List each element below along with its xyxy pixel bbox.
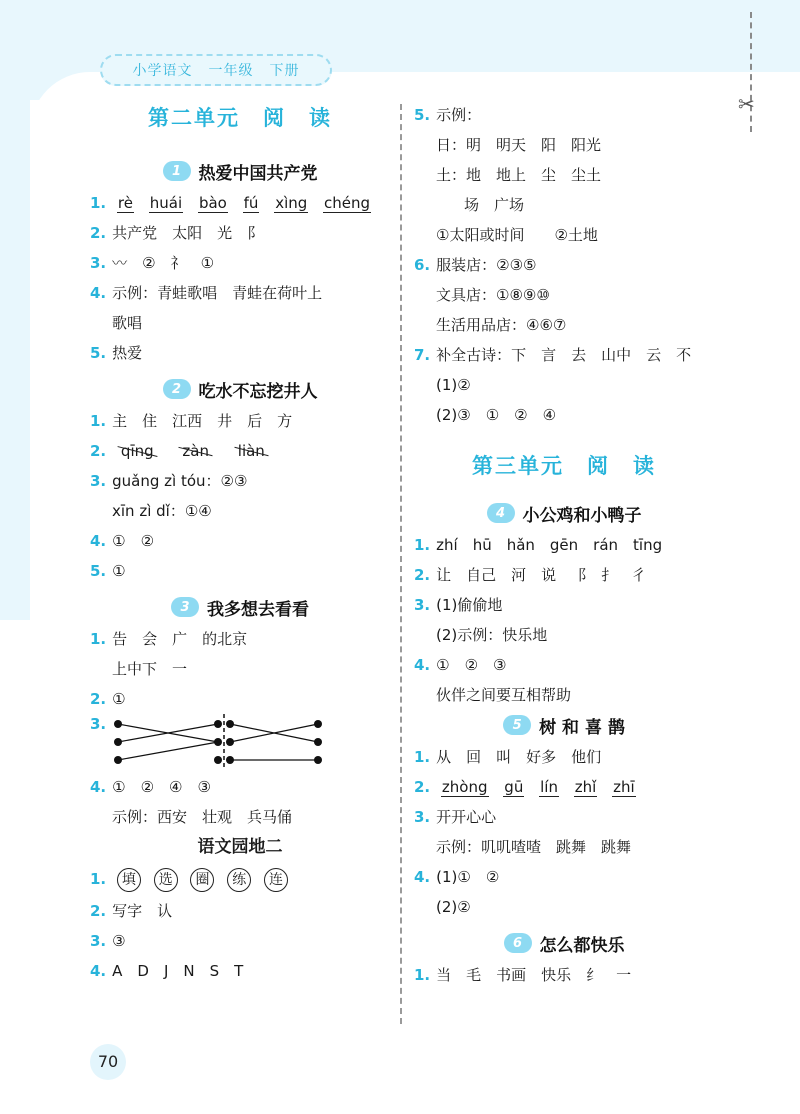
answer-line: 上中下 一	[112, 660, 188, 678]
lesson-header	[90, 374, 390, 404]
answer-line: 4. ① ②	[90, 532, 155, 550]
answer-line: xīn zì dǐ：①④	[112, 502, 212, 520]
left-column	[90, 100, 390, 986]
answer-line: 1. 主 住 江西 井 后 方	[90, 412, 293, 430]
answer-line: 4. ① ② ③	[414, 656, 507, 674]
lesson-number-badge: 5	[503, 715, 531, 735]
lesson-header	[414, 928, 714, 958]
header-subject: 小学语文	[132, 63, 193, 79]
lesson-title: 树 和 喜 鹊	[539, 717, 625, 738]
lesson-header	[414, 710, 714, 740]
side-background	[0, 0, 30, 620]
unit-title: 第二单元 阅 读	[148, 106, 332, 130]
lesson-number-badge: 2	[163, 379, 191, 399]
answer-line: (2)③ ① ② ④	[436, 406, 557, 424]
answer-line: 3. 开开心心	[414, 808, 497, 826]
answer-line: 1. 从 回 叫 好多 他们	[414, 748, 602, 766]
answer-line: 3. (1)偷偷地	[414, 596, 503, 614]
answer-line: 6. 服装店：②③⑤	[414, 256, 537, 274]
right-column	[414, 100, 714, 990]
answer-line: 4. 示例：青蛙歌唱 青蛙在荷叶上	[90, 284, 323, 302]
scissors-icon: ✂	[738, 92, 755, 116]
header-label	[100, 54, 332, 86]
answer-line: 2. ①	[90, 690, 126, 708]
match-line	[118, 742, 218, 760]
lesson-number-badge: 1	[163, 161, 191, 181]
answer-line: 1. zhí hū hǎn gēn rán tīng	[414, 536, 663, 554]
answer-line: (1)②	[436, 376, 471, 394]
answer-line: (2)②	[436, 898, 471, 916]
answer-line: 2. zhòng gū lín zhǐ zhī	[414, 778, 635, 796]
answer-line: 5. 热爱	[90, 344, 143, 362]
page-number: 70	[90, 1044, 126, 1080]
answer-line: 3. ③	[90, 932, 126, 950]
lesson-title: 我多想去看看	[207, 599, 309, 620]
section-title: 语文园地二	[197, 837, 283, 857]
lesson-number-badge: 3	[171, 597, 199, 617]
header-term: 下册	[269, 63, 300, 79]
answer-line: 5. ①	[90, 562, 126, 580]
answer-line: 1. rè huái bào fú xìng chéng	[90, 194, 371, 212]
lesson-title: 怎么都快乐	[539, 935, 625, 956]
lesson-number-badge: 4	[487, 503, 515, 523]
answer-line: 7. 补全古诗：下 言 去 山中 云 不	[414, 346, 692, 364]
answer-line: 土：地 地上 尘 尘土	[436, 166, 602, 184]
match-dot	[214, 756, 222, 764]
answer-line: 3. guǎng zì tóu：②③	[90, 472, 248, 490]
answer-line: 示例：叽叽喳喳 跳舞 跳舞	[436, 838, 632, 856]
answer-line: 4. A D J N S T	[90, 962, 244, 980]
answer-line: 1. 当 毛 书画 快乐 纟 一	[414, 966, 632, 984]
lesson-number-badge: 6	[504, 933, 532, 953]
lesson-title: 吃水不忘挖井人	[198, 381, 318, 402]
answer-line: 5. 示例：	[414, 106, 482, 124]
answer-line: 2. qīng zàn liàn	[90, 436, 390, 466]
header-grade: 一年级	[208, 63, 254, 79]
answer-line: 1. 填 选 圈 练 连	[90, 862, 390, 896]
answer-line: 生活用品店：④⑥⑦	[436, 316, 567, 334]
answer-line: 伙伴之间要互相帮助	[436, 686, 572, 704]
answer-line: 场 广场	[464, 196, 525, 214]
lesson-header	[90, 156, 390, 186]
lesson-title: 小公鸡和小鸭子	[522, 505, 642, 526]
answer-line: 4. ① ② ④ ③	[90, 778, 211, 796]
column-divider	[400, 104, 402, 1024]
lesson-header	[414, 498, 714, 528]
lesson-title: 热爱中国共产党	[198, 163, 318, 184]
lesson-header	[90, 592, 390, 622]
answer-line: 2. 共产党 太阳 光 阝	[90, 224, 263, 242]
answer-line: 歌唱	[112, 314, 143, 332]
matching-answer: 3.	[90, 714, 390, 770]
answer-line: ①太阳或时间 ②土地	[436, 226, 598, 244]
unit-title: 第三单元 阅 读	[472, 454, 656, 478]
answer-line: (2)示例：快乐地	[436, 626, 548, 644]
answer-line: 2. 写字 认	[90, 902, 173, 920]
matching-lines-diagram	[112, 714, 352, 770]
answer-line: 文具店：①⑧⑨⑩	[436, 286, 550, 304]
answer-line: 日：明 明天 阳 阳光	[436, 136, 602, 154]
answer-line: 2. 让 自己 河 说 ⻏ 扌 彳	[414, 566, 647, 584]
answer-line: 4. (1)① ②	[414, 868, 500, 886]
answer-line: 3. 〰 ② 礻 ①	[90, 254, 215, 272]
answer-line: 1. 告 会 广 的北京	[90, 630, 248, 648]
answer-line: 示例：西安 壮观 兵马俑	[112, 808, 293, 826]
